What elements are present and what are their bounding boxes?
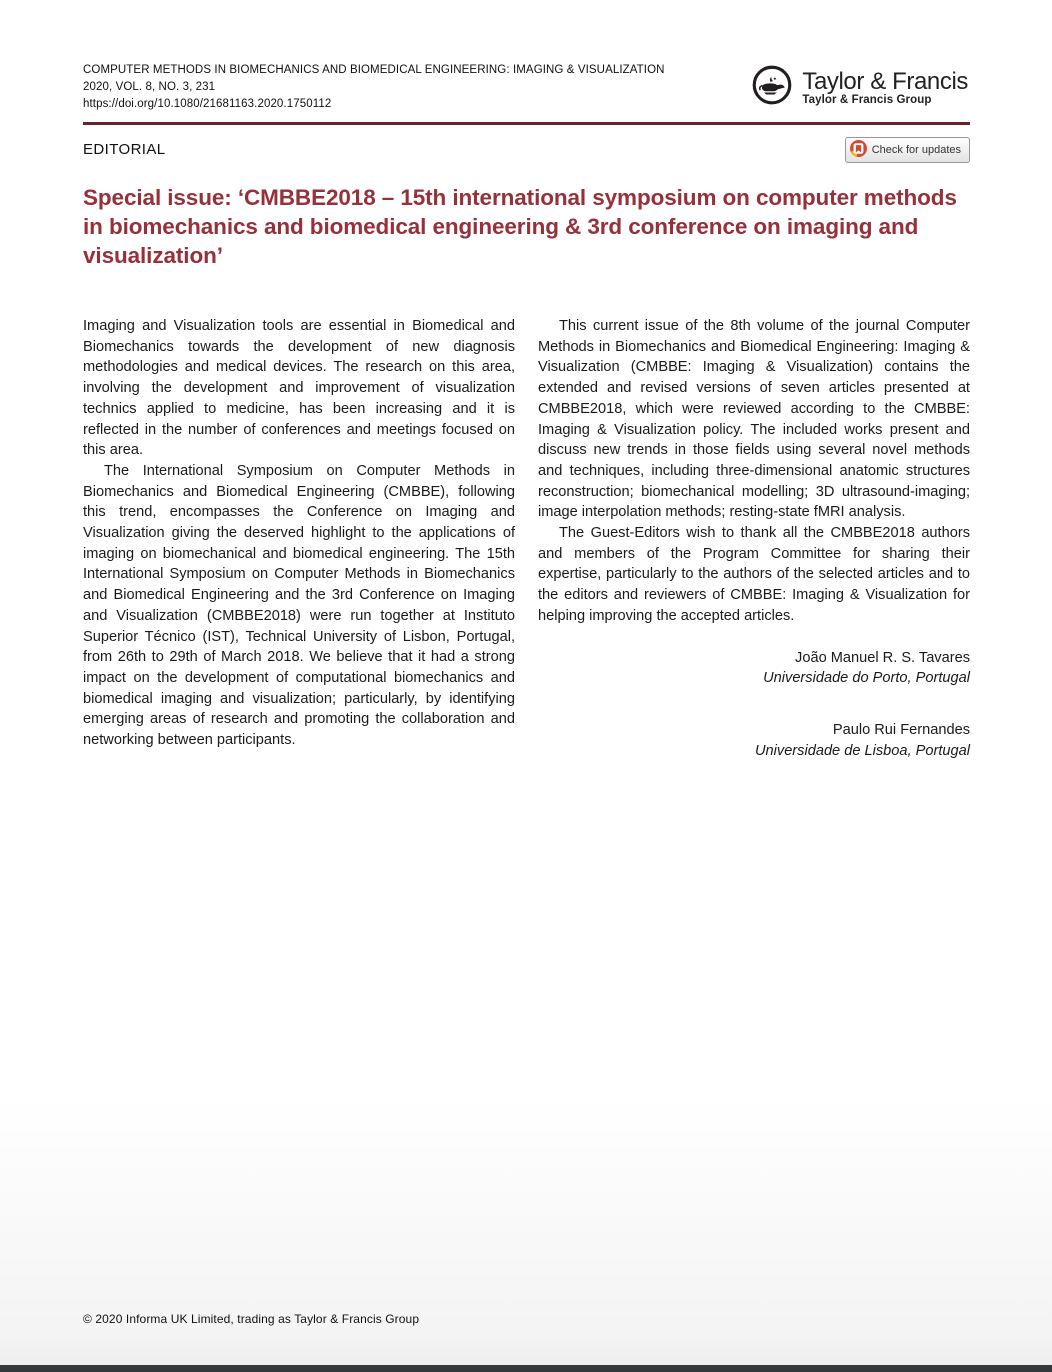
check-for-updates-label: Check for updates xyxy=(871,143,961,156)
taylor-francis-logo xyxy=(751,64,968,111)
paragraph: This current issue of the 8th volume of the journal Computer Methods in Biomechanics and Biomedical Engineering: Imaging & Visualization (CMBBE: Imaging & Visualization) contains the extended and revised versions of seven articles presented at CMBBE2018, which were reviewed according to the CMBBE: Imaging & Visualization policy. The included works present and discuss new trends in those fields using several novel methods and techniques, including three-dimensional anatomic structures reconstruction; biomechanical modelling; 3D ultrasound-imaging; image interpolation methods; resting-state fMRI analysis. xyxy=(538,318,970,521)
copyright-notice: © 2020 Informa UK Limited, trading as Taylor & Francis Group xyxy=(83,1312,420,1326)
logo-text xyxy=(802,69,968,107)
article-title: Special issue: ‘CMBBE2018 – 15th international symposium on computer methods in biomechanics and biomedical engineering & 3rd conference on imaging and visualization’ xyxy=(83,185,957,268)
author-signatures xyxy=(538,648,970,762)
left-column xyxy=(83,316,515,761)
paragraph: The Guest-Editors wish to thank all the CMBBE2018 authors and members of the Program Committee for sharing their expertise, particularly to the authors of the selected articles and to the editors and reviewers of CMBBE: Imaging & Visualization for helping improving the accepted articles. xyxy=(538,525,970,624)
paragraph: The International Symposium on Computer Methods in Biomechanics and Biomedical Engineering (CMBBE), following this trend, encompasses the Conference on Imaging and Visualization giving the deserved highlight to the applications of imaging on biomechanical and biomedical engineering. The 15th International Symposium on Computer Methods in Biomechanics and Biomedical Engineering and the 3rd Conference on Imaging and Visualization (CMBBE2018) were run together at Instituto Superior Técnico (IST), Technical University of Lisbon, Portugal, from 26th to 29th of March 2018. We believe that it had a strong impact on the development of computational biomechanics and biomedical imaging and visualization; particularly, by identifying emerging areas of research and promoting the collaboration and networking between participants. xyxy=(83,462,515,749)
crossmark-icon xyxy=(850,140,867,160)
right-column xyxy=(538,316,970,761)
page-bottom-edge xyxy=(0,1365,1052,1372)
header-rule xyxy=(83,122,970,125)
article-body xyxy=(83,316,970,761)
article-type-row xyxy=(83,138,970,161)
logo-group: Taylor & Francis Group xyxy=(802,93,932,106)
author-name: Paulo Rui Fernandes xyxy=(832,721,970,738)
doi-link[interactable]: https://doi.org/10.1080/21681163.2020.1750112 xyxy=(83,98,332,110)
journal-issue-info: 2020, VOL. 8, NO. 3, 231 xyxy=(83,81,216,93)
author-affiliation: Universidade de Lisboa, Portugal xyxy=(755,742,970,759)
logo-name: Taylor & Francis xyxy=(802,67,968,95)
journal-meta xyxy=(83,62,665,113)
taylor-francis-lamp-icon xyxy=(751,64,793,111)
page-header xyxy=(83,62,970,113)
article-type-label: EDITORIAL xyxy=(83,141,166,158)
author-name: João Manuel R. S. Tavares xyxy=(795,649,970,666)
paragraph: Imaging and Visualization tools are essential in Biomedical and Biomechanics towards the development of new diagnosis methodologies and medical devices. The research on this area, involving the development and improvement of visualization technics applied to medicine, has been increasing and it is reflected in the number of conferences and meetings focused on this area. xyxy=(83,318,515,459)
author-affiliation: Universidade do Porto, Portugal xyxy=(763,670,970,687)
author-block xyxy=(538,720,970,761)
author-block xyxy=(538,648,970,689)
check-for-updates-button[interactable] xyxy=(845,137,970,163)
journal-name: COMPUTER METHODS IN BIOMECHANICS AND BIOMEDICAL ENGINEERING: IMAGING & VISUALIZATION xyxy=(83,64,665,76)
